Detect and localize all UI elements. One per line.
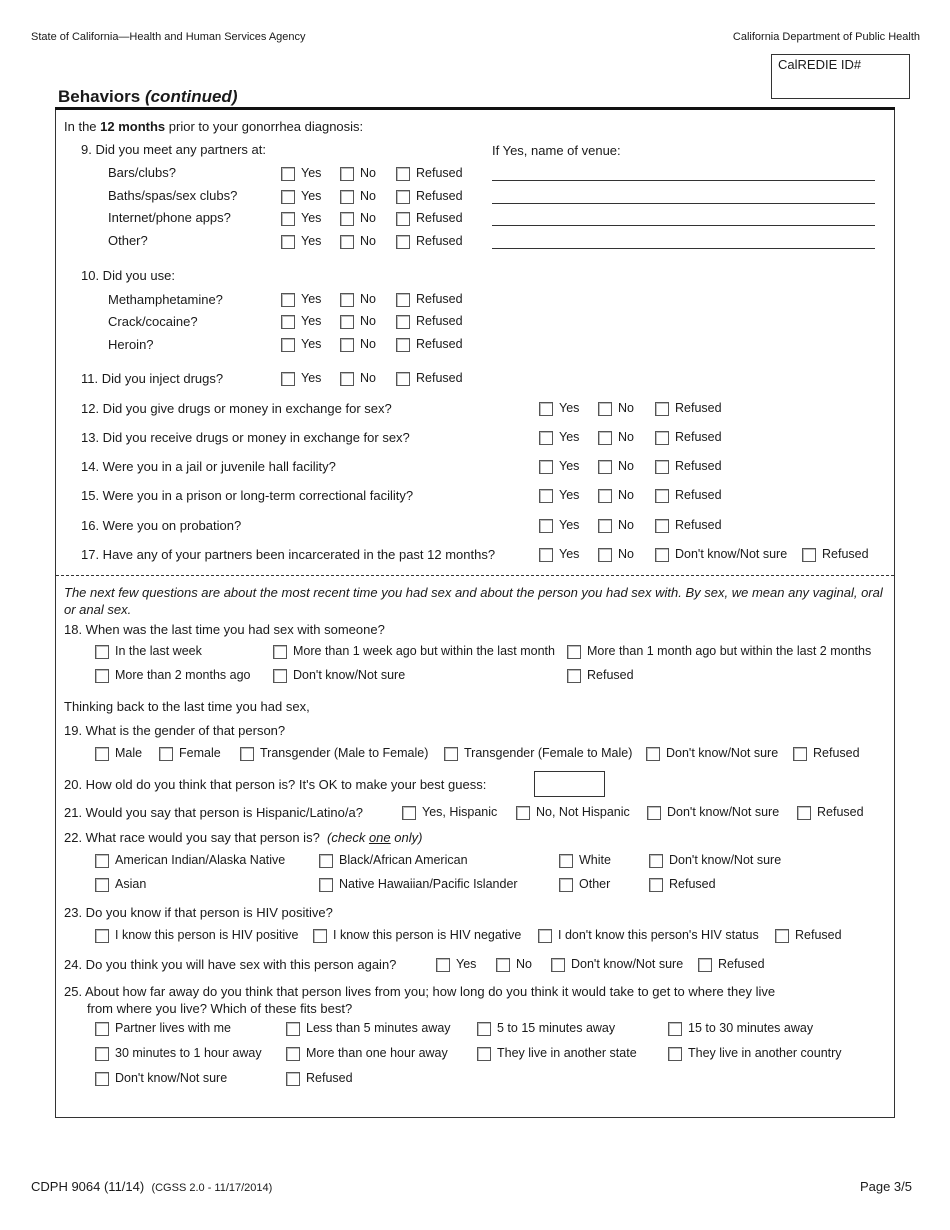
q18-text: 18. When was the last time you had sex with someone? [64, 622, 385, 637]
q18-option-checkbox[interactable] [95, 645, 109, 659]
q11-text: 11. Did you inject drugs? [81, 371, 224, 386]
agency-header: State of California—Health and Human Services Agency [31, 31, 306, 43]
q21-option-label: No, Not Hispanic [536, 805, 630, 819]
q14-refused-checkbox[interactable] [655, 460, 669, 474]
q10-refused-label: Refused [416, 314, 463, 328]
q17-yes-label: Yes [559, 547, 580, 561]
section-divider [56, 575, 894, 576]
q25-option-checkbox[interactable] [286, 1072, 300, 1086]
q16-yes-label: Yes [559, 518, 580, 532]
q9-no-checkbox[interactable] [340, 167, 354, 181]
q9-no-label: No [360, 234, 376, 248]
q9-yes-label: Yes [301, 166, 322, 180]
q10-refused-label: Refused [416, 337, 463, 351]
q10-no-checkbox[interactable] [340, 315, 354, 329]
q17-yes-checkbox[interactable] [539, 548, 553, 562]
q16-no-label: No [618, 518, 634, 532]
q18-option-label: In the last week [115, 644, 202, 658]
q9-yes-checkbox[interactable] [281, 167, 295, 181]
q15-yes-checkbox[interactable] [539, 489, 553, 503]
q25-option-checkbox[interactable] [477, 1047, 491, 1061]
q11-yes-label: Yes [301, 371, 322, 385]
q12-no-label: No [618, 401, 634, 415]
q22-option-checkbox[interactable] [559, 878, 573, 892]
q19-option-label: Refused [813, 746, 860, 760]
q9-venue-line[interactable] [492, 180, 875, 181]
q19-option-label: Don't know/Not sure [666, 746, 779, 760]
page-number: Page 3/5 [859, 1179, 912, 1194]
q9-venue-line[interactable] [492, 248, 875, 249]
q19-option-checkbox[interactable] [159, 747, 173, 761]
q10-yes-checkbox[interactable] [281, 315, 295, 329]
q22-option-label: American Indian/Alaska Native [115, 853, 286, 867]
q11-refused-checkbox[interactable] [396, 372, 410, 386]
q20-age-input[interactable] [534, 771, 605, 797]
q25-option-label: Less than 5 minutes away [306, 1021, 451, 1035]
q9-refused-checkbox[interactable] [396, 212, 410, 226]
q25-option-checkbox[interactable] [286, 1047, 300, 1061]
q9-yes-checkbox[interactable] [281, 235, 295, 249]
q17-refused-checkbox[interactable] [802, 548, 816, 562]
q24-option-checkbox[interactable] [551, 958, 565, 972]
question-12-text: 12. Did you give drugs or money in exchange for sex? [81, 401, 392, 416]
question-13-text: 13. Did you receive drugs or money in exchange for sex? [81, 430, 410, 445]
q10-refused-checkbox[interactable] [396, 338, 410, 352]
q9-yes-label: Yes [301, 211, 322, 225]
q21-option-checkbox[interactable] [402, 806, 416, 820]
calredie-id-field[interactable] [771, 54, 910, 99]
q13-refused-checkbox[interactable] [655, 431, 669, 445]
q14-refused-label: Refused [675, 459, 722, 473]
q9-yes-label: Yes [301, 189, 322, 203]
q9-item-label: Baths/spas/sex clubs? [108, 188, 238, 203]
q12-refused-checkbox[interactable] [655, 402, 669, 416]
q25-option-label: 30 minutes to 1 hour away [115, 1046, 262, 1060]
question-15-text: 15. Were you in a prison or long-term correctional facility? [81, 488, 414, 503]
q22-option-checkbox[interactable] [319, 878, 333, 892]
q21-option-checkbox[interactable] [797, 806, 811, 820]
q22-option-label: Black/African American [339, 853, 468, 867]
q18-option-checkbox[interactable] [273, 645, 287, 659]
q24-option-checkbox[interactable] [436, 958, 450, 972]
q24-option-checkbox[interactable] [698, 958, 712, 972]
q19-text: 19. What is the gender of that person? [64, 723, 286, 738]
q24-text: 24. Do you think you will have sex with this person again? [64, 957, 397, 972]
q21-option-label: Yes, Hispanic [422, 805, 498, 819]
q23-text: 23. Do you know if that person is HIV positive? [64, 905, 333, 920]
q23-option-label: I don't know this person's HIV status [558, 928, 759, 942]
q9-text: 9. Did you meet any partners at: [81, 142, 266, 157]
q16-refused-checkbox[interactable] [655, 519, 669, 533]
q11-no-checkbox[interactable] [340, 372, 354, 386]
q25-option-label: Don't know/Not sure [115, 1071, 228, 1085]
q10-no-label: No [360, 292, 376, 306]
q10-yes-label: Yes [301, 292, 322, 306]
q10-no-label: No [360, 314, 376, 328]
q22-option-label: Other [579, 877, 611, 891]
q9-no-checkbox[interactable] [340, 212, 354, 226]
q9-refused-label: Refused [416, 166, 463, 180]
intro-recent-sex: The next few questions are about the most recent time you had sex and about the person you had sex with. By sex, we mean any vaginal, oral or anal sex. [64, 585, 883, 617]
q10-no-checkbox[interactable] [340, 338, 354, 352]
q9-no-label: No [360, 211, 376, 225]
q9-item-label: Internet/phone apps? [108, 210, 231, 225]
q23-option-checkbox[interactable] [95, 929, 109, 943]
q11-refused-label: Refused [416, 371, 463, 385]
q12-yes-label: Yes [559, 401, 580, 415]
q10-yes-label: Yes [301, 314, 322, 328]
calredie-id-label: CalREDIE ID# [778, 57, 862, 72]
q9-refused-checkbox[interactable] [396, 190, 410, 204]
q25-option-checkbox[interactable] [286, 1022, 300, 1036]
q9-refused-checkbox[interactable] [396, 167, 410, 181]
question-14-text: 14. Were you in a jail or juvenile hall facility? [81, 459, 336, 474]
q22-option-label: Refused [669, 877, 716, 891]
section-title: Behaviors (continued) [58, 87, 238, 106]
q20-text: 20. How old do you think that person is? It's OK to make your best guess: [64, 777, 487, 792]
q13-yes-label: Yes [559, 430, 580, 444]
q10-no-label: No [360, 337, 376, 351]
q18-option-checkbox[interactable] [567, 669, 581, 683]
q9-yes-checkbox[interactable] [281, 212, 295, 226]
q17-no-label: No [618, 547, 634, 561]
q19-option-checkbox[interactable] [95, 747, 109, 761]
q24-option-label: Refused [718, 957, 765, 971]
q12-refused-label: Refused [675, 401, 722, 415]
q24-option-label: Yes [456, 957, 477, 971]
q9-item-label: Bars/clubs? [108, 165, 176, 180]
q23-option-label: I know this person is HIV positive [115, 928, 299, 942]
q17-refused-label: Refused [822, 547, 869, 561]
q25-option-checkbox[interactable] [95, 1072, 109, 1086]
q25-option-label: More than one hour away [306, 1046, 448, 1060]
q21-option-label: Don't know/Not sure [667, 805, 780, 819]
q9-venue-line[interactable] [492, 203, 875, 204]
q21-option-checkbox[interactable] [647, 806, 661, 820]
q18-option-label: Don't know/Not sure [293, 668, 406, 682]
q9-no-checkbox[interactable] [340, 190, 354, 204]
q22-option-checkbox[interactable] [649, 854, 663, 868]
q13-no-checkbox[interactable] [598, 431, 612, 445]
q16-yes-checkbox[interactable] [539, 519, 553, 533]
q23-option-checkbox[interactable] [313, 929, 327, 943]
q25-option-checkbox[interactable] [668, 1047, 682, 1061]
question-17-text: 17. Have any of your partners been incarcerated in the past 12 months? [81, 547, 496, 562]
q23-option-label: I know this person is HIV negative [333, 928, 522, 942]
q10-yes-label: Yes [301, 337, 322, 351]
q9-no-checkbox[interactable] [340, 235, 354, 249]
form-number: CDPH 9064 (11/14) (CGSS 2.0 - 11/17/2014) [31, 1179, 273, 1194]
q25-option-label: They live in another country [688, 1046, 842, 1060]
q14-yes-checkbox[interactable] [539, 460, 553, 474]
q15-refused-label: Refused [675, 488, 722, 502]
q11-no-label: No [360, 371, 376, 385]
q25-text-line2: from where you live? Which of these fits best? [87, 1001, 353, 1016]
q25-option-checkbox[interactable] [95, 1022, 109, 1036]
q18-option-label: More than 2 months ago [115, 668, 251, 682]
q10-refused-checkbox[interactable] [396, 315, 410, 329]
q23-option-checkbox[interactable] [775, 929, 789, 943]
q11-yes-checkbox[interactable] [281, 372, 295, 386]
q9-no-label: No [360, 189, 376, 203]
q16-refused-label: Refused [675, 518, 722, 532]
q25-option-checkbox[interactable] [668, 1022, 682, 1036]
q17-dontknow-label: Don't know/Not sure [675, 547, 788, 561]
q23-option-label: Refused [795, 928, 842, 942]
q10-yes-checkbox[interactable] [281, 338, 295, 352]
q15-no-label: No [618, 488, 634, 502]
q22-option-label: Don't know/Not sure [669, 853, 782, 867]
q19-option-label: Female [179, 746, 221, 760]
intro-12-months: In the 12 months prior to your gonorrhea diagnosis: [64, 119, 364, 134]
q22-option-label: White [579, 853, 611, 867]
q25-option-label: 15 to 30 minutes away [688, 1021, 814, 1035]
q9-refused-label: Refused [416, 211, 463, 225]
q9-yes-label: Yes [301, 234, 322, 248]
q14-no-label: No [618, 459, 634, 473]
q24-option-label: Don't know/Not sure [571, 957, 684, 971]
q22-option-checkbox[interactable] [649, 878, 663, 892]
q13-no-label: No [618, 430, 634, 444]
q10-item-label: Heroin? [108, 337, 154, 352]
q10-refused-checkbox[interactable] [396, 293, 410, 307]
q24-option-checkbox[interactable] [496, 958, 510, 972]
q15-refused-checkbox[interactable] [655, 489, 669, 503]
q12-no-checkbox[interactable] [598, 402, 612, 416]
q9-refused-checkbox[interactable] [396, 235, 410, 249]
q22-option-label: Native Hawaiian/Pacific Islander [339, 877, 518, 891]
q21-option-checkbox[interactable] [516, 806, 530, 820]
q9-no-label: No [360, 166, 376, 180]
q9-yes-checkbox[interactable] [281, 190, 295, 204]
department-header: California Department of Public Health [732, 31, 920, 43]
q25-option-checkbox[interactable] [477, 1022, 491, 1036]
q22-option-checkbox[interactable] [95, 878, 109, 892]
q22-option-checkbox[interactable] [559, 854, 573, 868]
q9-venue-line[interactable] [492, 225, 875, 226]
q10-item-label: Crack/cocaine? [108, 314, 198, 329]
q19-option-checkbox[interactable] [646, 747, 660, 761]
q22-text: 22. What race would you say that person is? (check one only) [64, 830, 423, 845]
q10-refused-label: Refused [416, 292, 463, 306]
q9-refused-label: Refused [416, 234, 463, 248]
q10-item-label: Methamphetamine? [108, 292, 223, 307]
q19-option-label: Transgender (Female to Male) [464, 746, 633, 760]
q22-option-checkbox[interactable] [319, 854, 333, 868]
q23-option-checkbox[interactable] [538, 929, 552, 943]
q18-option-checkbox[interactable] [273, 669, 287, 683]
q10-no-checkbox[interactable] [340, 293, 354, 307]
q18-option-label: More than 1 month ago but within the last 2 months [587, 644, 872, 658]
q19-option-checkbox[interactable] [444, 747, 458, 761]
q15-yes-label: Yes [559, 488, 580, 502]
q15-no-checkbox[interactable] [598, 489, 612, 503]
q19-option-label: Transgender (Male to Female) [260, 746, 429, 760]
q25-option-label: They live in another state [497, 1046, 637, 1060]
q17-no-checkbox[interactable] [598, 548, 612, 562]
q24-option-label: No [516, 957, 532, 971]
q25-option-checkbox[interactable] [95, 1047, 109, 1061]
q21-text: 21. Would you say that person is Hispanic/Latino/a? [64, 805, 363, 820]
q9-refused-label: Refused [416, 189, 463, 203]
q19-option-checkbox[interactable] [793, 747, 807, 761]
q19-option-label: Male [115, 746, 143, 760]
q25-option-label: 5 to 15 minutes away [497, 1021, 616, 1035]
q22-option-checkbox[interactable] [95, 854, 109, 868]
q22-option-label: Asian [115, 877, 147, 891]
q10-text: 10. Did you use: [81, 268, 175, 283]
q18-option-checkbox[interactable] [567, 645, 581, 659]
q25-option-label: Partner lives with me [115, 1021, 232, 1035]
q13-refused-label: Refused [675, 430, 722, 444]
thinking-back: Thinking back to the last time you had sex, [64, 699, 310, 714]
q18-option-label: Refused [587, 668, 634, 682]
q9-item-label: Other? [108, 233, 148, 248]
q10-yes-checkbox[interactable] [281, 293, 295, 307]
q21-option-label: Refused [817, 805, 864, 819]
q14-no-checkbox[interactable] [598, 460, 612, 474]
q25-text-line1: 25. About how far away do you think that person lives from you; how long do you think it would take to get to where they live [64, 984, 776, 999]
q9-venue-label: If Yes, name of venue: [492, 143, 621, 158]
q18-option-label: More than 1 week ago but within the last month [293, 644, 555, 658]
q17-dontknow-checkbox[interactable] [655, 548, 669, 562]
q13-yes-checkbox[interactable] [539, 431, 553, 445]
q14-yes-label: Yes [559, 459, 580, 473]
q25-option-label: Refused [306, 1071, 353, 1085]
q19-option-checkbox[interactable] [240, 747, 254, 761]
q16-no-checkbox[interactable] [598, 519, 612, 533]
question-16-text: 16. Were you on probation? [81, 518, 242, 533]
q12-yes-checkbox[interactable] [539, 402, 553, 416]
q18-option-checkbox[interactable] [95, 669, 109, 683]
